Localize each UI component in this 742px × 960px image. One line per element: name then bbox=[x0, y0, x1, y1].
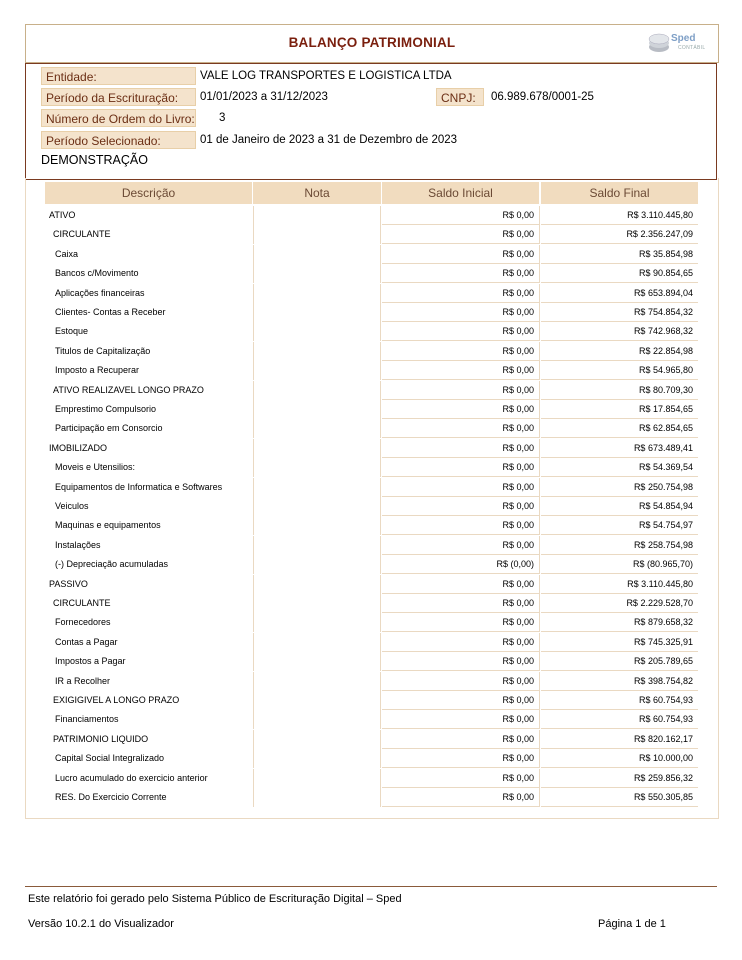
row-descricao: PASSIVO bbox=[49, 578, 88, 589]
row-nota bbox=[253, 575, 381, 594]
row-nota bbox=[253, 361, 381, 380]
row-saldo-final: R$ 3.110.445,80 bbox=[541, 575, 698, 594]
cnpj-value: 06.989.678/0001-25 bbox=[491, 91, 594, 103]
row-descricao: Moveis e Utensilios: bbox=[55, 462, 136, 473]
row-saldo-final: R$ 745.325,91 bbox=[541, 633, 698, 652]
row-saldo-inicial: R$ 0,00 bbox=[382, 633, 540, 652]
table-row bbox=[45, 594, 710, 613]
row-nota bbox=[253, 691, 381, 710]
row-descricao: Participação em Consorcio bbox=[55, 423, 163, 434]
row-saldo-final: R$ 742.968,32 bbox=[541, 322, 698, 341]
row-descricao: Impostos a Pagar bbox=[55, 656, 126, 667]
row-nota bbox=[253, 225, 381, 244]
row-saldo-final: R$ 673.489,41 bbox=[541, 439, 698, 458]
row-saldo-inicial: R$ 0,00 bbox=[382, 672, 540, 691]
row-descricao: Veiculos bbox=[55, 501, 89, 511]
row-descricao: CIRCULANTE bbox=[53, 598, 111, 608]
table-row bbox=[45, 555, 710, 574]
footer-version: Versão 10.2.1 do Visualizador bbox=[28, 918, 174, 930]
row-descricao: Bancos c/Movimento bbox=[55, 268, 139, 279]
table-row bbox=[45, 381, 710, 400]
row-saldo-inicial: R$ 0,00 bbox=[382, 245, 540, 264]
table-row bbox=[45, 206, 710, 225]
row-saldo-final: R$ 258.754,98 bbox=[541, 536, 698, 555]
row-descricao: Emprestimo Compulsorio bbox=[55, 404, 157, 414]
row-saldo-final: R$ 17.854,65 bbox=[541, 400, 698, 419]
row-descricao: Caixa bbox=[55, 248, 79, 259]
row-nota bbox=[253, 322, 381, 341]
row-saldo-inicial: R$ (0,00) bbox=[382, 555, 540, 574]
row-nota bbox=[253, 788, 381, 807]
entity-info-panel bbox=[25, 63, 717, 180]
row-saldo-inicial: R$ 0,00 bbox=[382, 439, 540, 458]
table-row bbox=[45, 613, 710, 632]
footer-page-number: Página 1 de 1 bbox=[598, 918, 666, 930]
row-saldo-inicial: R$ 0,00 bbox=[382, 749, 540, 768]
row-descricao: Fornecedores bbox=[55, 617, 111, 628]
row-saldo-final: R$ 820.162,17 bbox=[541, 730, 698, 749]
row-saldo-inicial: R$ 0,00 bbox=[382, 652, 540, 671]
table-row bbox=[45, 245, 710, 264]
row-saldo-final: R$ 60.754,93 bbox=[541, 710, 698, 729]
logo-subtext: CONTÁBIL bbox=[678, 45, 706, 51]
row-saldo-final: R$ 398.754,82 bbox=[541, 672, 698, 691]
table-row bbox=[45, 400, 710, 419]
row-saldo-final: R$ (80.965,70) bbox=[541, 555, 698, 574]
row-saldo-inicial: R$ 0,00 bbox=[382, 691, 540, 710]
row-descricao: Maquinas e equipamentos bbox=[55, 520, 161, 531]
row-nota bbox=[253, 245, 381, 264]
row-saldo-final: R$ 54.369,54 bbox=[541, 458, 698, 477]
row-descricao: IR a Recolher bbox=[55, 675, 111, 686]
row-nota bbox=[253, 303, 381, 322]
row-nota bbox=[253, 613, 381, 632]
row-descricao: PATRIMONIO LIQUIDO bbox=[53, 733, 149, 744]
row-saldo-final: R$ 90.854,65 bbox=[541, 264, 698, 283]
table-row bbox=[45, 710, 710, 729]
row-nota bbox=[253, 439, 381, 458]
row-descricao: Contas a Pagar bbox=[55, 636, 118, 647]
row-descricao: RES. Do Exercicio Corrente bbox=[55, 792, 167, 802]
row-saldo-inicial: R$ 0,00 bbox=[382, 594, 540, 613]
row-saldo-final: R$ 22.854,98 bbox=[541, 342, 698, 361]
row-nota bbox=[253, 555, 381, 574]
selecionado-label: Período Selecionado: bbox=[41, 131, 196, 149]
row-saldo-final: R$ 54.965,80 bbox=[541, 361, 698, 380]
table-row bbox=[45, 652, 710, 671]
ordem-value: 3 bbox=[219, 112, 226, 124]
row-saldo-inicial: R$ 0,00 bbox=[382, 264, 540, 283]
entidade-value: VALE LOG TRANSPORTES E LOGISTICA LTDA bbox=[200, 70, 452, 82]
cnpj-label: CNPJ: bbox=[436, 88, 484, 106]
row-saldo-final: R$ 2.356.247,09 bbox=[541, 225, 698, 244]
table-row bbox=[45, 419, 710, 438]
row-descricao: (-) Depreciação acumuladas bbox=[55, 559, 169, 570]
row-saldo-inicial: R$ 0,00 bbox=[382, 730, 540, 749]
row-saldo-final: R$ 205.789,65 bbox=[541, 652, 698, 671]
row-saldo-inicial: R$ 0,00 bbox=[382, 536, 540, 555]
row-saldo-final: R$ 54.754,97 bbox=[541, 516, 698, 535]
row-nota bbox=[253, 769, 381, 788]
row-saldo-inicial: R$ 0,00 bbox=[382, 303, 540, 322]
row-saldo-inicial: R$ 0,00 bbox=[382, 284, 540, 303]
row-saldo-inicial: R$ 0,00 bbox=[382, 419, 540, 438]
row-descricao: Estoque bbox=[55, 326, 89, 337]
sped-disk-icon bbox=[648, 33, 670, 53]
row-saldo-final: R$ 10.000,00 bbox=[541, 749, 698, 768]
row-nota bbox=[253, 672, 381, 691]
table-row bbox=[45, 730, 710, 749]
row-saldo-inicial: R$ 0,00 bbox=[382, 361, 540, 380]
table-row bbox=[45, 361, 710, 380]
row-descricao: ATIVO REALIZAVEL LONGO PRAZO bbox=[53, 384, 204, 395]
row-saldo-final: R$ 653.894,04 bbox=[541, 284, 698, 303]
table-row bbox=[45, 322, 710, 341]
row-saldo-inicial: R$ 0,00 bbox=[382, 769, 540, 788]
row-saldo-final: R$ 879.658,32 bbox=[541, 613, 698, 632]
row-nota bbox=[253, 478, 381, 497]
col-header-nota: Nota bbox=[253, 182, 381, 204]
row-nota bbox=[253, 516, 381, 535]
demonstracao-heading: DEMONSTRAÇÃO bbox=[41, 153, 148, 167]
row-descricao: Aplicações financeiras bbox=[55, 287, 145, 298]
row-nota bbox=[253, 381, 381, 400]
report-title: BALANÇO PATRIMONIAL bbox=[288, 35, 456, 50]
entidade-label: Entidade: bbox=[41, 67, 196, 85]
table-row bbox=[45, 575, 710, 594]
periodo-value: 01/01/2023 a 31/12/2023 bbox=[200, 91, 328, 103]
col-header-saldo-final: Saldo Final bbox=[541, 182, 698, 204]
row-saldo-inicial: R$ 0,00 bbox=[382, 400, 540, 419]
row-saldo-final: R$ 3.110.445,80 bbox=[541, 206, 698, 225]
row-saldo-inicial: R$ 0,00 bbox=[382, 342, 540, 361]
row-saldo-inicial: R$ 0,00 bbox=[382, 458, 540, 477]
row-nota bbox=[253, 730, 381, 749]
row-descricao: CIRCULANTE bbox=[53, 229, 111, 240]
table-row bbox=[45, 458, 710, 477]
row-nota bbox=[253, 594, 381, 613]
row-saldo-final: R$ 550.305,85 bbox=[541, 788, 698, 807]
row-saldo-inicial: R$ 0,00 bbox=[382, 225, 540, 244]
row-saldo-final: R$ 754.854,32 bbox=[541, 303, 698, 322]
row-descricao: EXIGIGIVEL A LONGO PRAZO bbox=[53, 695, 180, 705]
row-descricao: Imposto a Recuperar bbox=[55, 365, 140, 376]
row-saldo-inicial: R$ 0,00 bbox=[382, 381, 540, 400]
sped-logo bbox=[646, 31, 706, 55]
table-row bbox=[45, 516, 710, 535]
row-saldo-final: R$ 35.854,98 bbox=[541, 245, 698, 264]
table-row bbox=[45, 497, 710, 516]
row-descricao: Financiamentos bbox=[55, 714, 119, 725]
report-title-bar bbox=[25, 24, 719, 63]
row-nota bbox=[253, 710, 381, 729]
table-row bbox=[45, 769, 710, 788]
row-saldo-final: R$ 60.754,93 bbox=[541, 691, 698, 710]
table-row bbox=[45, 788, 710, 807]
table-row bbox=[45, 478, 710, 497]
row-nota bbox=[253, 400, 381, 419]
footer-divider bbox=[25, 886, 717, 887]
row-nota bbox=[253, 342, 381, 361]
row-nota bbox=[253, 652, 381, 671]
row-saldo-final: R$ 2.229.528,70 bbox=[541, 594, 698, 613]
ordem-label: Número de Ordem do Livro: bbox=[41, 109, 196, 127]
row-nota bbox=[253, 284, 381, 303]
col-header-descricao: Descrição bbox=[45, 182, 252, 204]
row-saldo-inicial: R$ 0,00 bbox=[382, 206, 540, 225]
row-saldo-final: R$ 80.709,30 bbox=[541, 381, 698, 400]
table-row bbox=[45, 264, 710, 283]
col-header-saldo-inicial: Saldo Inicial bbox=[382, 182, 539, 204]
row-descricao: IMOBILIZADO bbox=[49, 442, 108, 453]
row-saldo-inicial: R$ 0,00 bbox=[382, 575, 540, 594]
table-row bbox=[45, 303, 710, 322]
periodo-label: Período da Escrituração: bbox=[41, 88, 196, 106]
table-row bbox=[45, 284, 710, 303]
row-saldo-inicial: R$ 0,00 bbox=[382, 710, 540, 729]
table-row bbox=[45, 225, 710, 244]
row-descricao: Instalações bbox=[55, 539, 101, 550]
logo-text: Sped bbox=[671, 33, 696, 44]
table-row bbox=[45, 536, 710, 555]
row-saldo-inicial: R$ 0,00 bbox=[382, 478, 540, 497]
row-descricao: Lucro acumulado do exercicio anterior bbox=[55, 772, 208, 783]
footer-generated-text: Este relatório foi gerado pelo Sistema Público de Escrituração Digital – Sped bbox=[28, 893, 402, 905]
row-saldo-final: R$ 62.854,65 bbox=[541, 419, 698, 438]
selecionado-value: 01 de Janeiro de 2023 a 31 de Dezembro de 2023 bbox=[200, 134, 458, 146]
table-row bbox=[45, 691, 710, 710]
row-nota bbox=[253, 497, 381, 516]
row-nota bbox=[253, 458, 381, 477]
row-saldo-final: R$ 259.856,32 bbox=[541, 769, 698, 788]
row-descricao: Titulos de Capitalização bbox=[55, 345, 151, 356]
table-row bbox=[45, 633, 710, 652]
table-row bbox=[45, 342, 710, 361]
row-descricao: ATIVO bbox=[49, 210, 76, 220]
row-saldo-inicial: R$ 0,00 bbox=[382, 497, 540, 516]
row-nota bbox=[253, 536, 381, 555]
row-descricao: Clientes- Contas a Receber bbox=[55, 307, 166, 317]
row-nota bbox=[253, 206, 381, 225]
row-saldo-inicial: R$ 0,00 bbox=[382, 516, 540, 535]
table-row bbox=[45, 672, 710, 691]
row-descricao: Equipamentos de Informatica e Softwares bbox=[55, 481, 223, 492]
table-row bbox=[45, 439, 710, 458]
table-row bbox=[45, 749, 710, 768]
row-descricao: Capital Social Integralizado bbox=[55, 753, 165, 764]
row-nota bbox=[253, 749, 381, 768]
row-nota bbox=[253, 633, 381, 652]
row-nota bbox=[253, 419, 381, 438]
row-nota bbox=[253, 264, 381, 283]
row-saldo-inicial: R$ 0,00 bbox=[382, 613, 540, 632]
row-saldo-final: R$ 54.854,94 bbox=[541, 497, 698, 516]
row-saldo-inicial: R$ 0,00 bbox=[382, 322, 540, 341]
row-saldo-final: R$ 250.754,98 bbox=[541, 478, 698, 497]
row-saldo-inicial: R$ 0,00 bbox=[382, 788, 540, 807]
